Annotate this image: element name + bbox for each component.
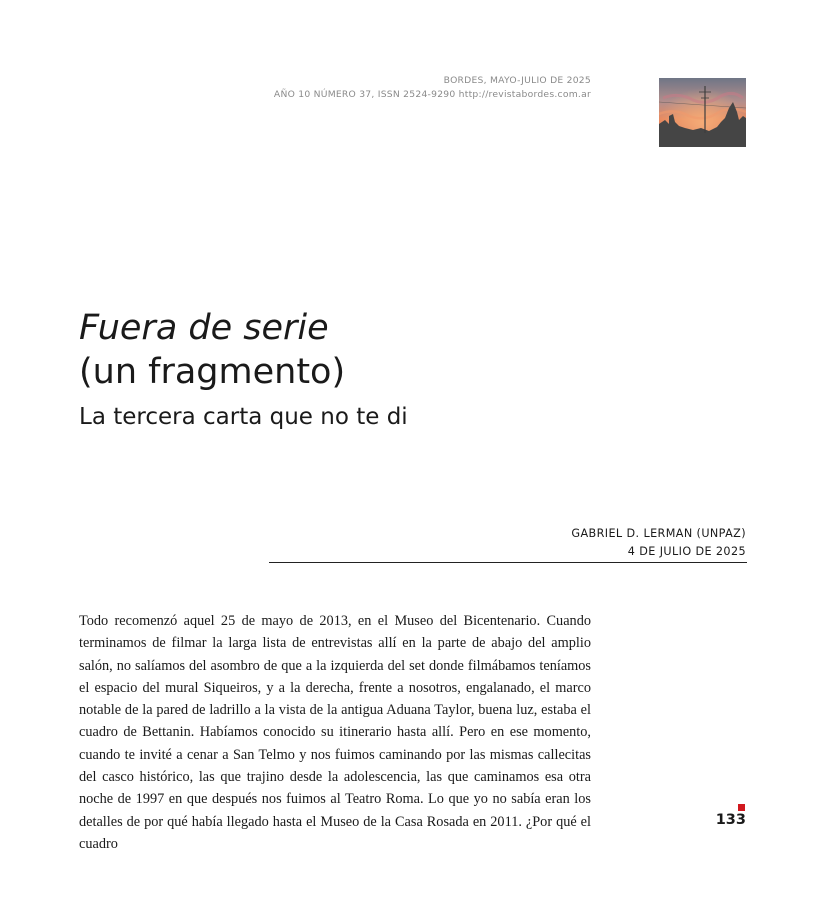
article-title-italic: Fuera de serie	[79, 308, 329, 348]
byline-divider	[269, 562, 747, 563]
sunset-photo-thumbnail-icon	[659, 78, 746, 147]
article-title	[79, 306, 345, 394]
article-subtitle: La tercera carta que no te di	[79, 404, 408, 430]
author-name: GABRIEL D. LERMAN (UNPAZ)	[571, 527, 746, 540]
page-number: 133	[715, 812, 746, 828]
publication-date: 4 DE JULIO DE 2025	[627, 544, 746, 558]
page-marker-square	[738, 804, 745, 811]
article-body-paragraph: Todo recomenzó aquel 25 de mayo de 2013, en el Museo del Bicentenario. Cuando terminamos de filmar la larga lista de entrevistas allí en la parte de abajo del amplio salón, no salíamos del asombro de que a la izquierda del set donde filmábamos teníamos el espacio del mural Siqueiros, y a la derecha, frente a nosotros, engalanado, el marco notable de la pared de ladrillo a la vista de la antigua Aduana Taylor, buena luz, estaba el cuadro de Bettanin. Habíamos conocido su itinerario hasta allí. Pero en ese momento, cuando te invité a cenar a San Telmo y nos fuimos caminando por las mismas callecitas del casco histórico, las que trajino desde la adolescencia, las que caminamos esa otra noche de 1997 en que después nos fuimos al Teatro Roma. Lo que yo no sabía eran los detalles de por qué había llegado hasta el Museo de la Casa Rosada en 2011. ¿Por qué el cuadro	[79, 613, 591, 852]
journal-issue-line: AÑO 10 NÚMERO 37, ISSN 2524-9290 http://revistabordes.com.ar	[273, 89, 591, 100]
cover-thumbnail-image	[659, 78, 746, 147]
byline	[571, 525, 746, 560]
article-title-line2: (un fragmento)	[79, 352, 346, 392]
journal-header	[274, 74, 591, 102]
journal-name-line: BORDES, MAYO-JULIO DE 2025	[443, 75, 591, 86]
